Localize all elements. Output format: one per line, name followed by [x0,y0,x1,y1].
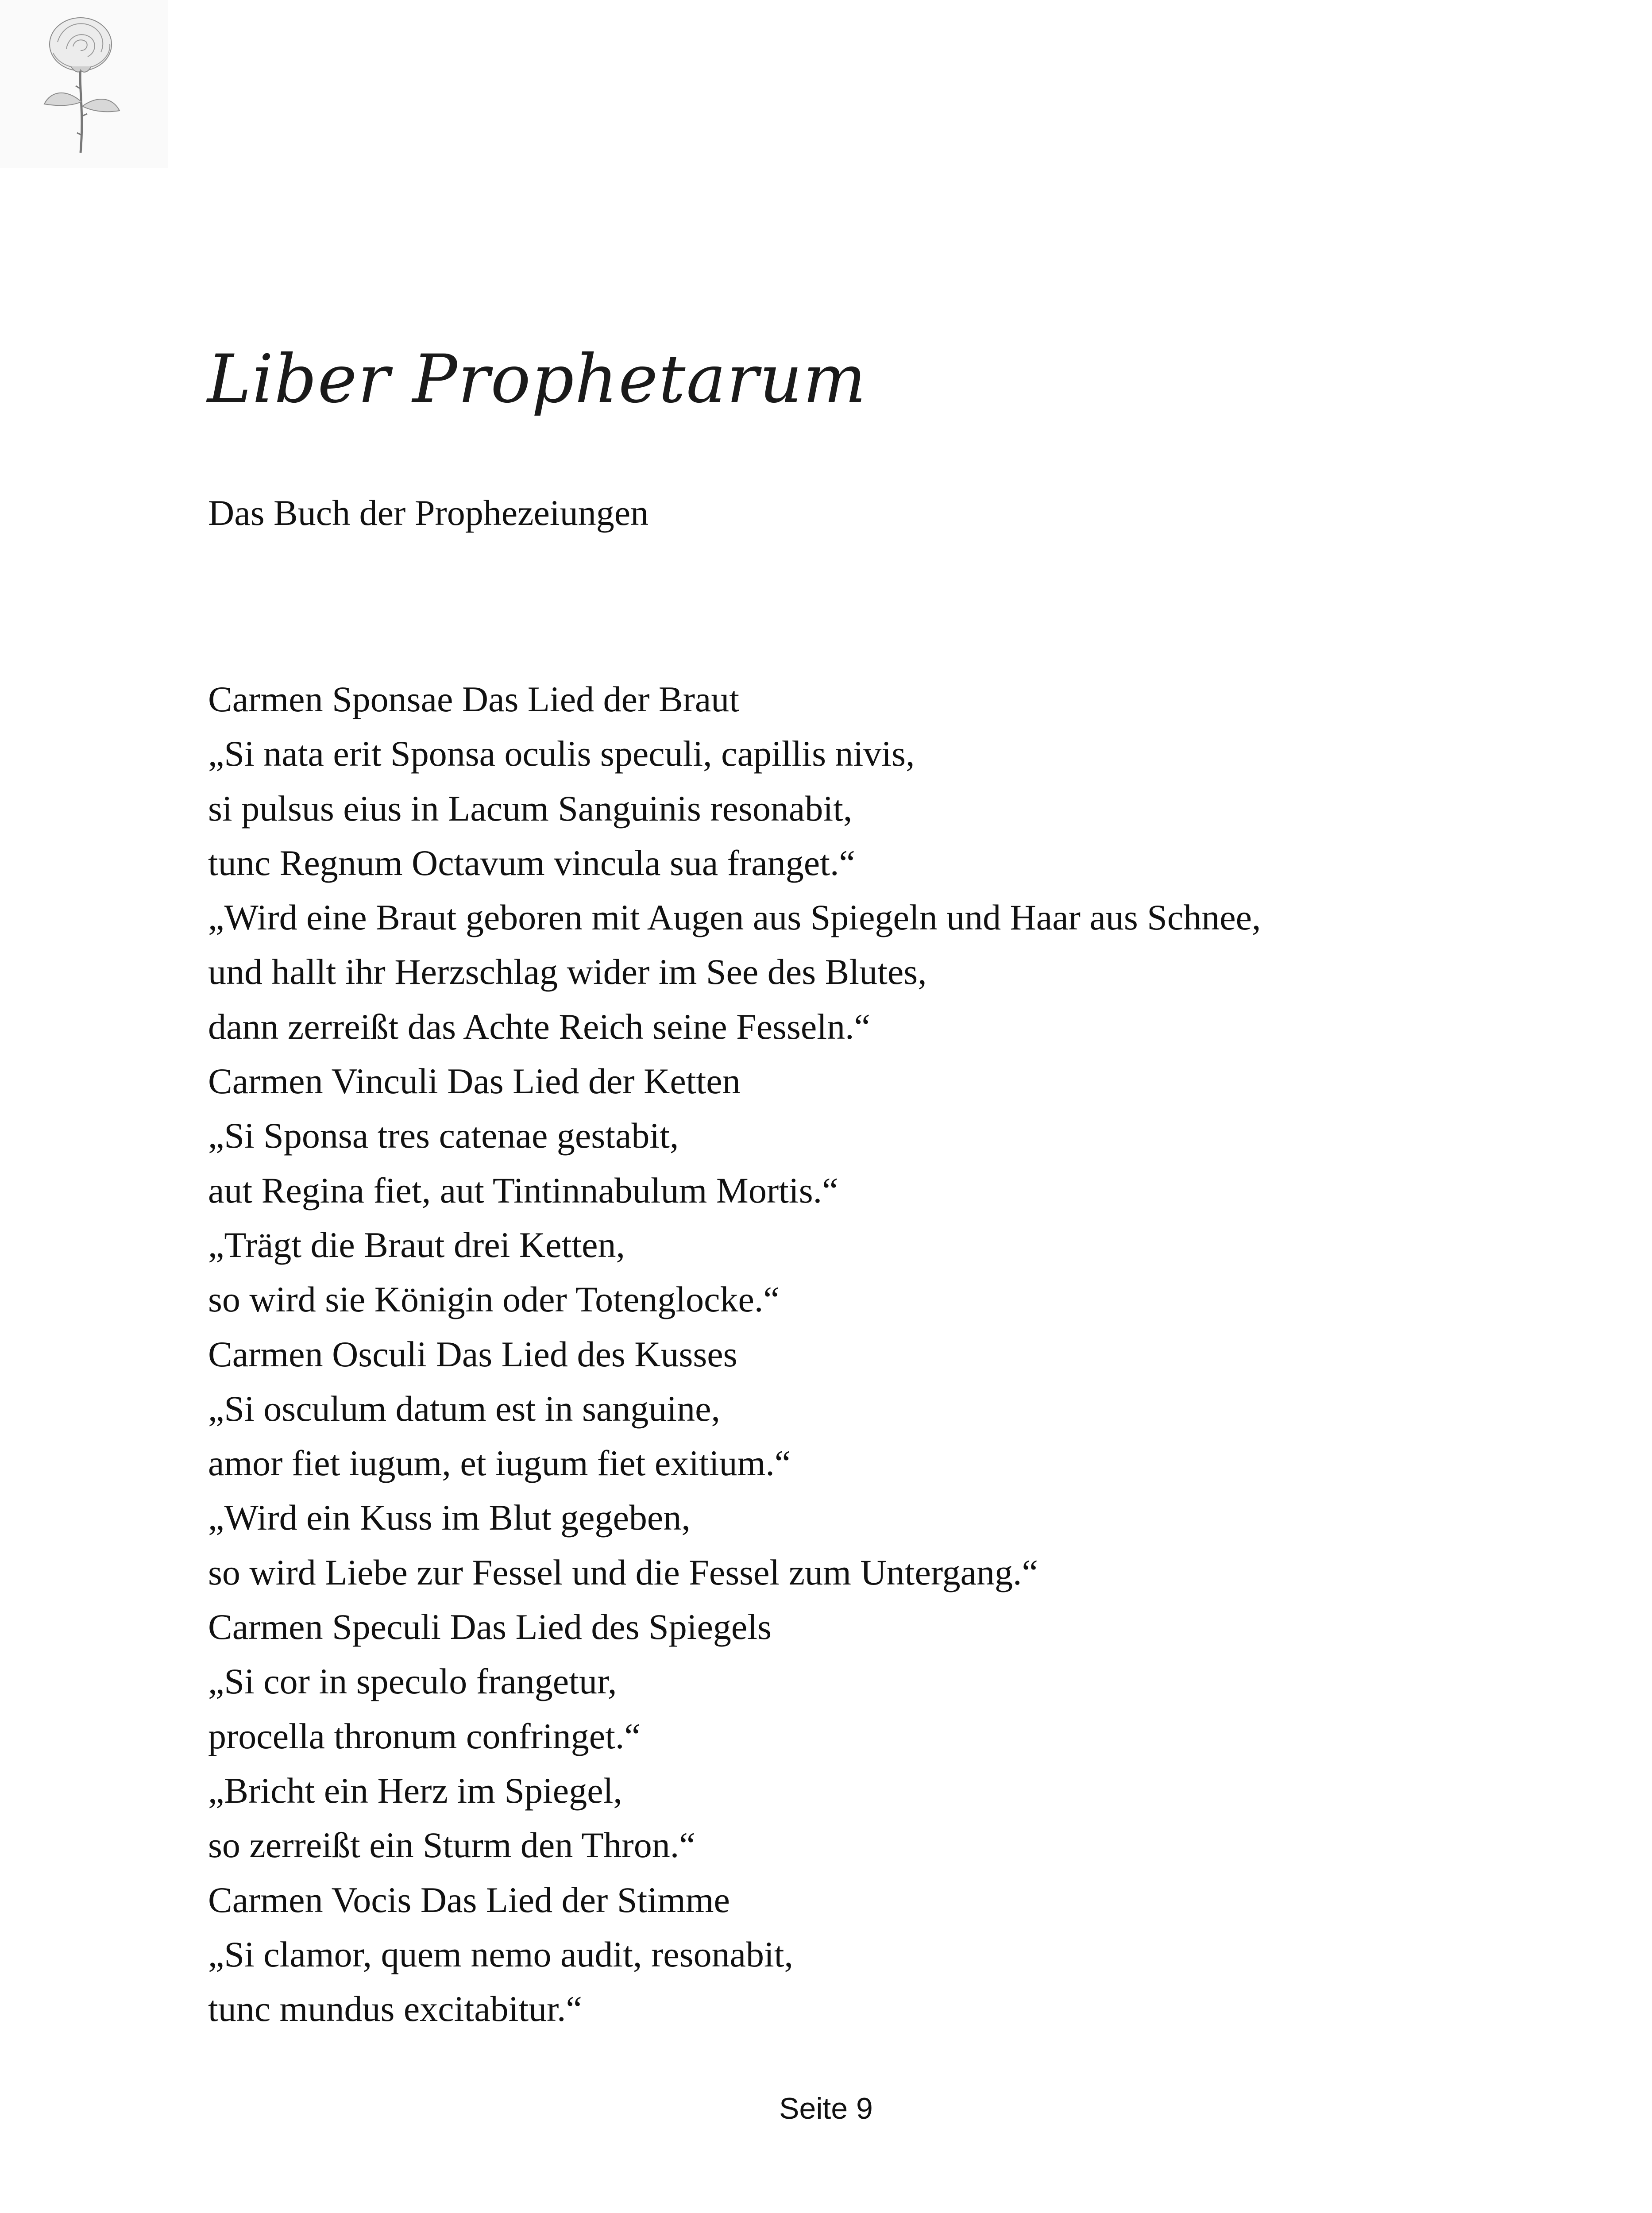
page-title: Liber Prophetarum [207,341,867,418]
song-heading: Carmen Vocis Das Lied der Stimme [208,1879,730,1920]
verse-line: „Wird eine Braut geboren mit Augen aus Spiegeln und Haar aus Schnee, [208,897,1261,938]
verse-line: dann zerreißt das Achte Reich seine Fesseln.“ [208,1006,870,1047]
verse-line: so wird Liebe zur Fessel und die Fessel zum Untergang.“ [208,1552,1038,1592]
verse-line: „Si cor in speculo frangetur, [208,1661,617,1702]
verse-line: amor fiet iugum, et iugum fiet exitium.“ [208,1443,791,1484]
verse-line: „Trägt die Braut drei Ketten, [208,1224,625,1265]
rose-icon [0,0,168,168]
song-heading: Carmen Osculi Das Lied des Kusses [208,1334,737,1374]
song-heading: Carmen Sponsae Das Lied der Braut [208,679,740,719]
verse-line: si pulsus eius in Lacum Sanguinis resonabit, [208,788,853,829]
page-number: Seite 9 [779,2092,873,2125]
verse-line: so zerreißt ein Sturm den Thron.“ [208,1825,695,1866]
verse-line: „Si Sponsa tres catenae gestabit, [208,1115,679,1156]
prophecy-text [208,672,1261,2036]
verse-line: „Si nata erit Sponsa oculis speculi, capillis nivis, [208,733,915,774]
verse-line: und hallt ihr Herzschlag wider im See des Blutes, [208,952,927,992]
verse-line: „Wird ein Kuss im Blut gegeben, [208,1497,691,1538]
song-heading: Carmen Vinculi Das Lied der Ketten [208,1061,741,1102]
verse-line: „Si osculum datum est in sanguine, [208,1388,720,1429]
song-heading: Carmen Speculi Das Lied des Spiegels [208,1607,772,1647]
verse-line: „Bricht ein Herz im Spiegel, [208,1770,622,1811]
verse-line: tunc mundus excitabitur.“ [208,1989,582,2029]
verse-line: „Si clamor, quem nemo audit, resonabit, [208,1934,794,1974]
page-subtitle: Das Buch der Prophezeiungen [208,493,649,533]
verse-line: so wird sie Königin oder Totenglocke.“ [208,1279,780,1320]
verse-line: procella thronum confringet.“ [208,1716,641,1756]
verse-line: tunc Regnum Octavum vincula sua franget.“ [208,842,855,883]
verse-line: aut Regina fiet, aut Tintinnabulum Mortis.“ [208,1170,838,1211]
